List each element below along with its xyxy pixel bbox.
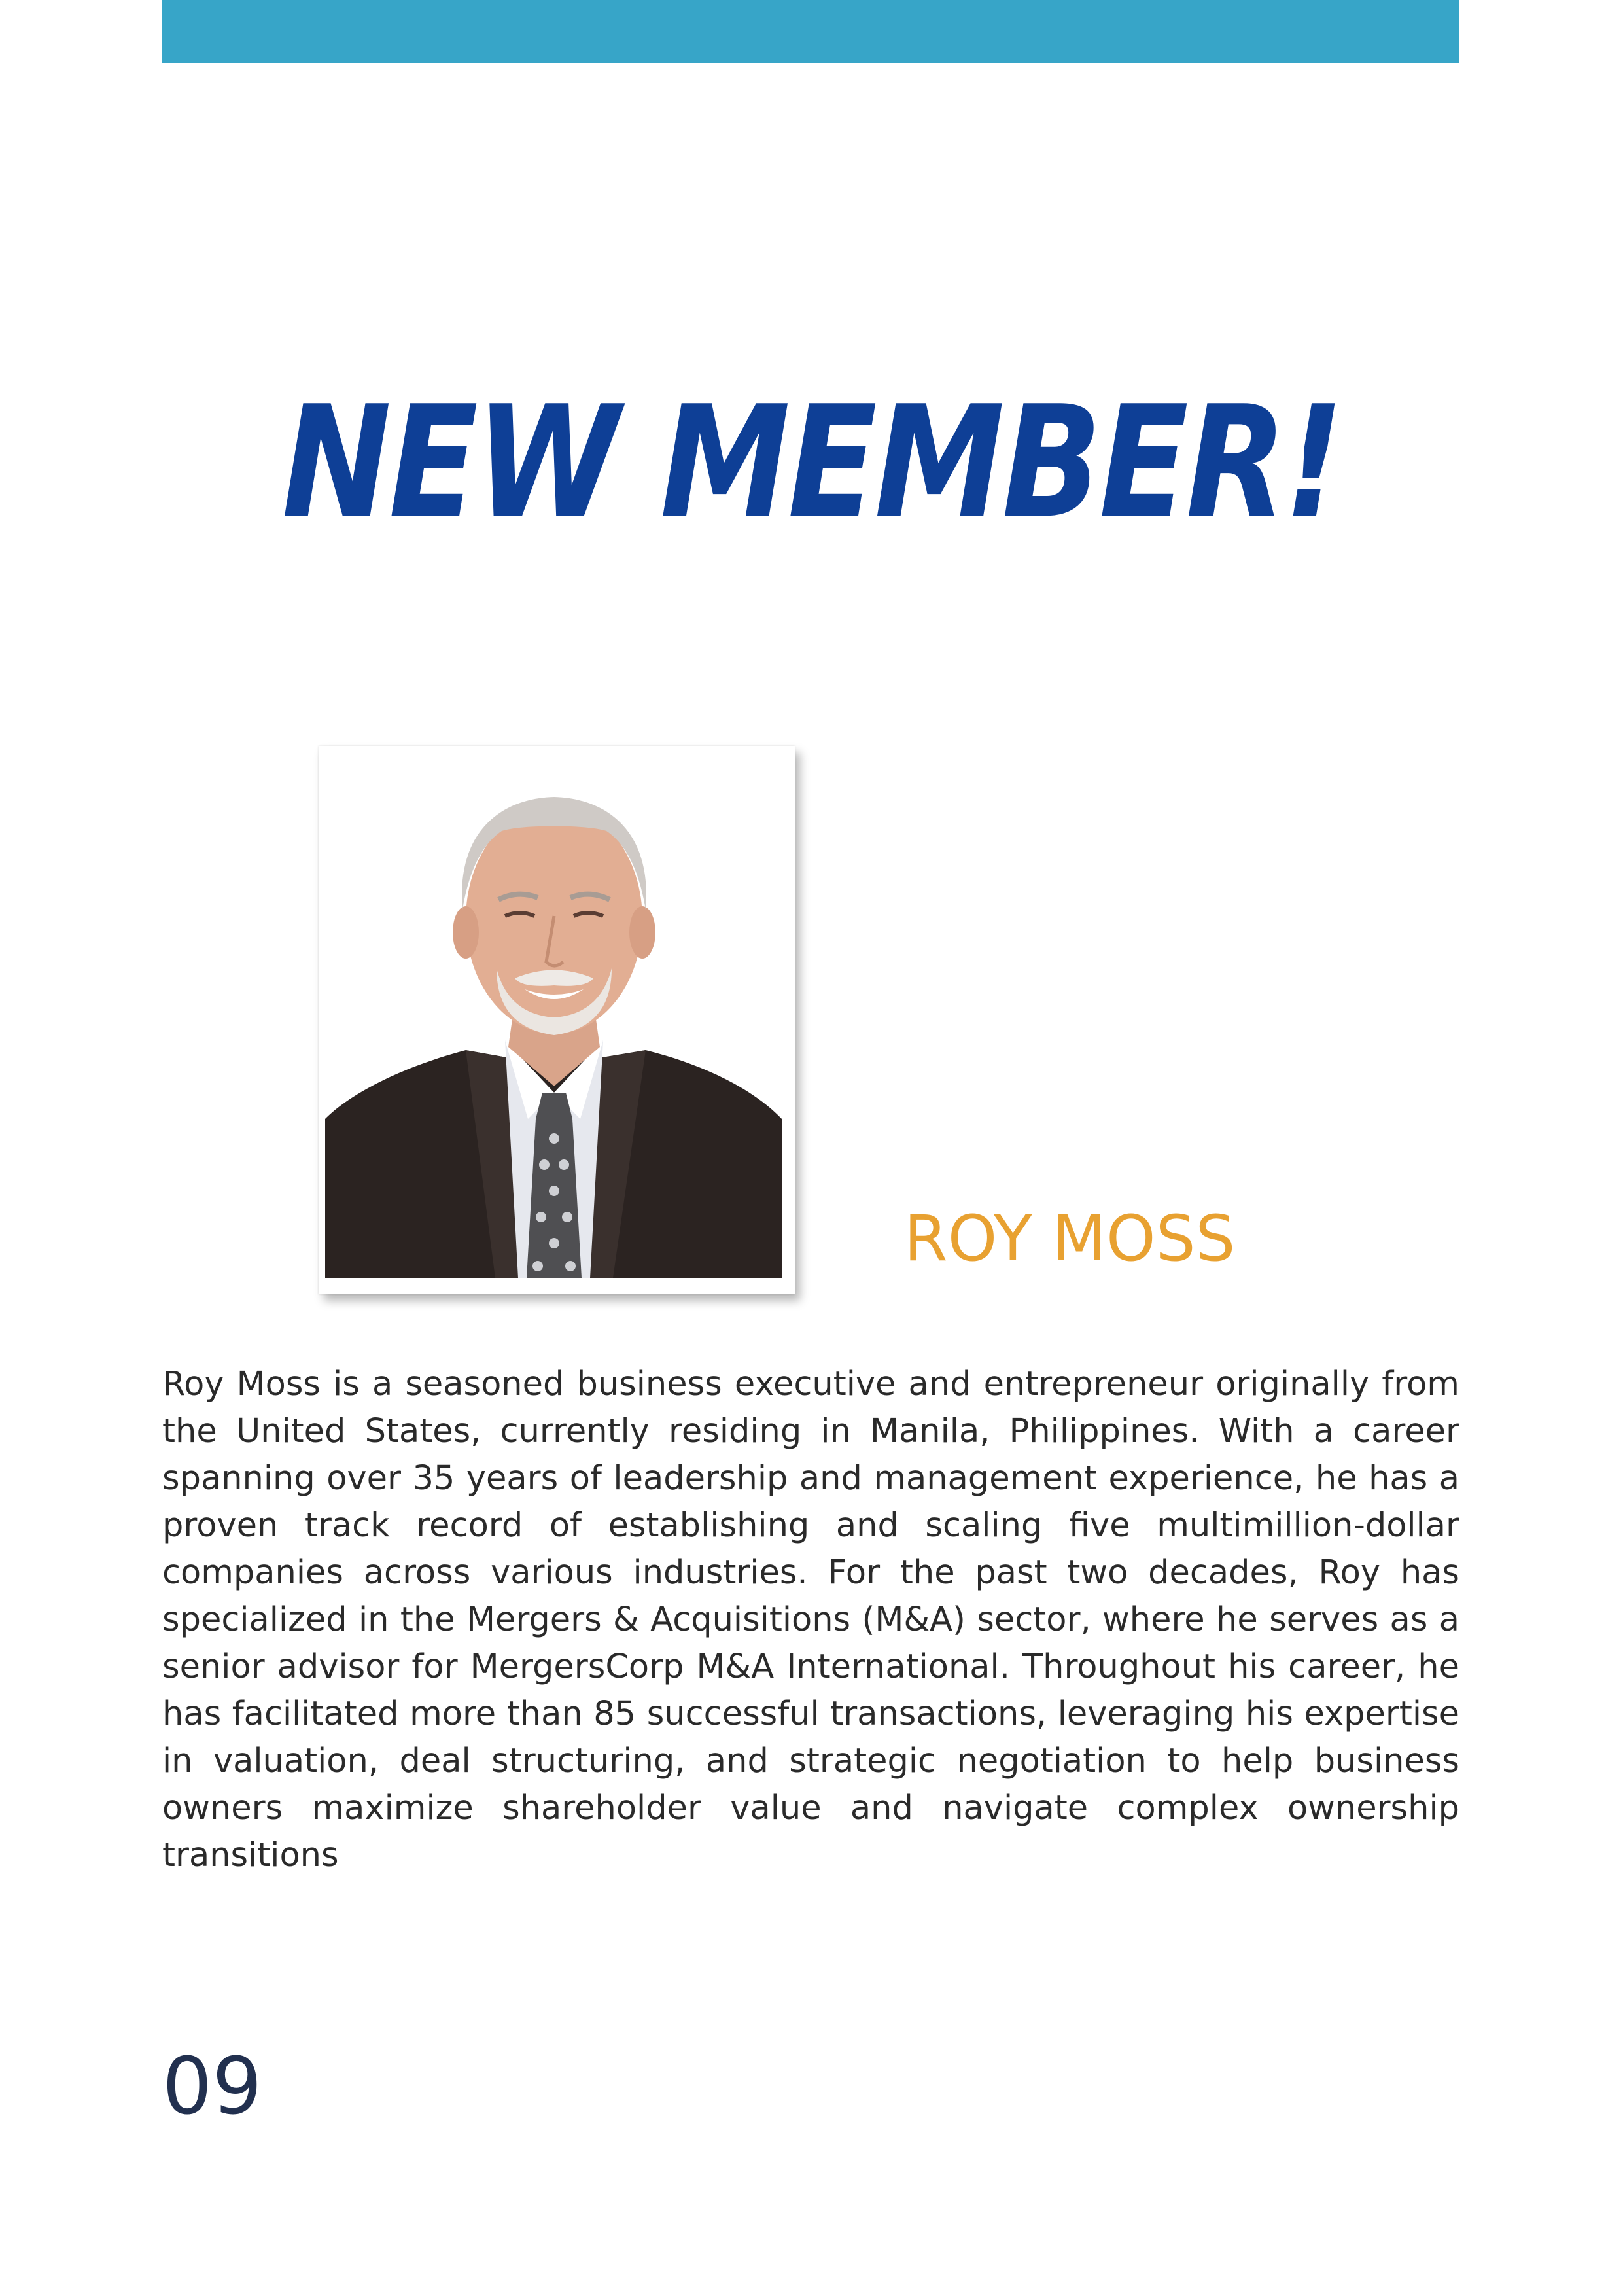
header-accent-bar (162, 0, 1459, 63)
member-name: ROY MOSS (904, 1202, 1236, 1275)
member-bio: Roy Moss is a seasoned business executive and entrepreneur originally from the United States, currently residing in Manila, Philippines. With a career spanning over 35 years of leadership and management experience, he has a proven track record of establishing and scaling five multimillion-dollar companies across various industries. For the past two decades, Roy has specialized in the Mergers & Acquisitions (M&A) sector, where he serves as a senior advisor for MergersCorp M&A International. Throughout his career, he has facilitated more than 85 successful transactions, leveraging his expertise in valuation, deal structuring, and strategic negotiation to help business owners maximize shareholder value and navigate complex ownership transitions (162, 1365, 1459, 1875)
page-number: 09 (162, 2041, 262, 2132)
page-headline: NEW MEMBER! (281, 372, 1342, 553)
member-photo-frame (319, 746, 795, 1294)
member-photo (325, 752, 782, 1278)
